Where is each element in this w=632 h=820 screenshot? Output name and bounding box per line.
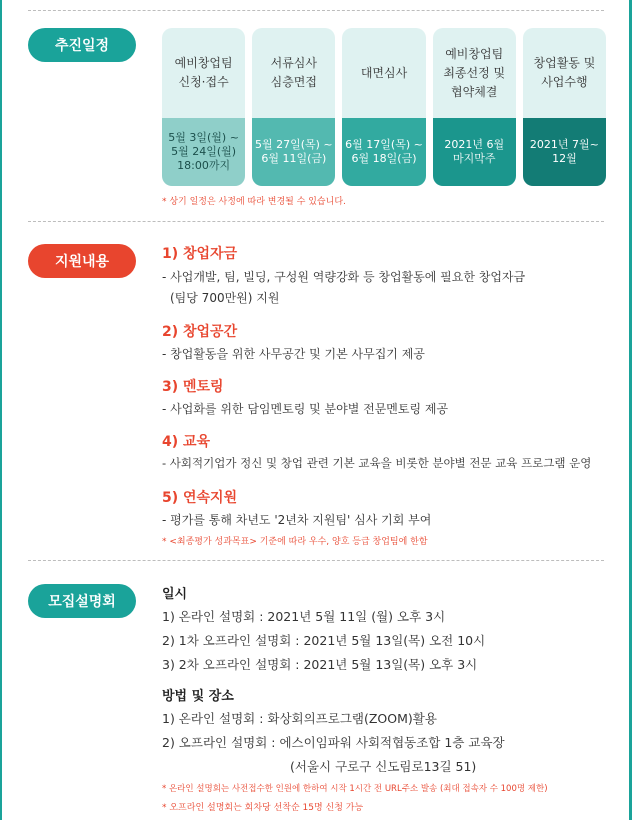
support-label: 지원내용 xyxy=(28,244,136,278)
step-date: 2021년 7월~ 12월 xyxy=(523,118,606,186)
schedule-note: * 상기 일정은 사정에 따라 변경될 수 있습니다. xyxy=(162,197,346,207)
section-divider xyxy=(28,221,604,222)
section-divider xyxy=(28,10,604,11)
step-title: 대면심사 xyxy=(342,28,425,118)
support-item-line: - 평가를 통해 차년도 '2년차 지원팀' 심사 기회 부여 xyxy=(162,513,432,527)
support-item-title: 1) 창업자금 xyxy=(162,246,238,262)
briefing-how-title: 방법 및 장소 xyxy=(162,689,234,704)
step-title: 창업활동 및 사업수행 xyxy=(523,28,606,118)
step-date: 2021년 6월 마지막주 xyxy=(433,118,516,186)
briefing-label: 모집설명회 xyxy=(28,584,136,618)
briefing-how-line: 2) 오프라인 설명회 : 에스이임파워 사회적협동조합 1층 교육장 xyxy=(162,735,505,750)
support-item-line: - 사업화를 위한 담임멘토링 및 분야별 전문멘토링 제공 xyxy=(162,402,449,416)
step-title: 예비창업팀 최종선정 및 협약체결 xyxy=(433,28,516,118)
step-date: 5월 27일(목) ~ 6월 11일(금) xyxy=(252,118,335,186)
briefing-when-line: 2) 1차 오프라인 설명회 : 2021년 5월 13일(목) 오전 10시 xyxy=(162,633,486,648)
schedule-label: 추진일정 xyxy=(28,28,136,62)
briefing-how-line: 1) 온라인 설명회 : 화상회의프로그램(ZOOM)활용 xyxy=(162,711,437,726)
briefing-how-line: (서울시 구로구 신도림로13길 51) xyxy=(290,759,477,774)
frame-border-left xyxy=(0,0,2,820)
step-title: 예비창업팀 신청·접수 xyxy=(162,28,245,118)
schedule-step xyxy=(523,28,606,186)
briefing-note: * 온라인 설명회는 사전접수한 인원에 한하여 시작 1시간 전 URL주소 발송 (최대 접속자 수 100명 제한) xyxy=(162,784,548,794)
support-item-title: 4) 교육 xyxy=(162,434,211,450)
schedule-step xyxy=(162,28,245,186)
support-item-line: - 사업개발, 팀, 빌딩, 구성원 역량강화 등 창업활동에 필요한 창업자금 xyxy=(162,270,526,284)
step-title: 서류심사 심층면접 xyxy=(252,28,335,118)
briefing-when-title: 일시 xyxy=(162,587,188,602)
support-item-title: 2) 창업공간 xyxy=(162,324,238,340)
schedule-step xyxy=(252,28,335,186)
briefing-note: * 오프라인 설명회는 회차당 선착순 15명 신청 가능 xyxy=(162,803,364,813)
support-item-line: - 사회적기업가 정신 및 창업 관련 기본 교육을 비롯한 분야별 전문 교육 프로그램 운영 xyxy=(162,456,592,470)
briefing-when-line: 1) 온라인 설명회 : 2021년 5월 11일 (월) 오후 3시 xyxy=(162,609,446,624)
schedule-steps xyxy=(162,28,606,186)
schedule-step xyxy=(342,28,425,186)
schedule-step xyxy=(433,28,516,186)
briefing-when-line: 3) 2차 오프라인 설명회 : 2021년 5월 13일(목) 오후 3시 xyxy=(162,657,478,672)
step-date: 5월 3일(월) ~ 5월 24일(월) 18:00까지 xyxy=(162,118,245,186)
support-item-title: 3) 멘토링 xyxy=(162,379,224,395)
support-note: * <최종평가 성과목표> 기준에 따라 우수, 양호 등급 창업팀에 한함 xyxy=(162,537,428,547)
support-item-title: 5) 연속지원 xyxy=(162,490,238,506)
support-item-line: - 창업활동을 위한 사무공간 및 기본 사무집기 제공 xyxy=(162,347,425,361)
section-divider xyxy=(28,560,604,561)
support-item-line: (팀당 700만원) 지원 xyxy=(170,291,280,305)
step-date: 6월 17일(목) ~ 6월 18일(금) xyxy=(342,118,425,186)
